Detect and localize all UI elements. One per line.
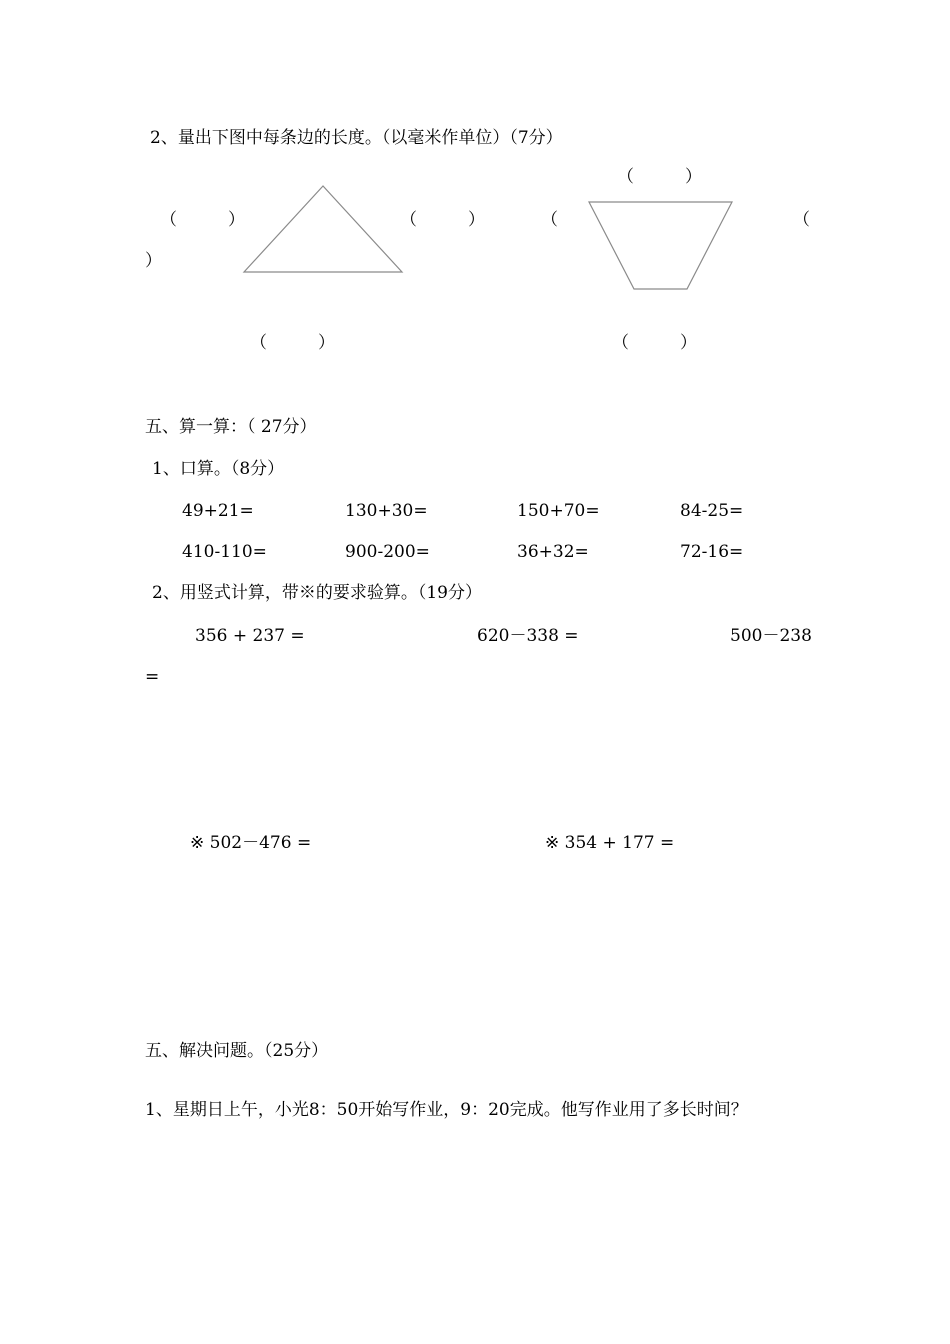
vertical-problem-check: ※ 354 + 177 = (545, 833, 675, 853)
triangle-left-side-blank[interactable]: （ ） (160, 210, 245, 230)
oral-problem: 900-200= (345, 542, 430, 562)
trapezoid-bottom-side-blank[interactable]: （ ） (612, 333, 697, 353)
solve-question-1: 1、星期日上午，小光8：50开始写作业，9：20完成。他写作业用了多长时间？ (145, 1100, 748, 1120)
trapezoid-shape (589, 202, 732, 289)
vertical-problem-wrap: = (145, 667, 160, 687)
oral-problem: 72-16= (680, 542, 744, 562)
vertical-problem-check: ※ 502－476 = (190, 833, 312, 853)
vertical-problem: 356 + 237 = (195, 626, 305, 646)
triangle-right-side-blank[interactable]: （ ） (400, 210, 485, 230)
oral-problem: 36+32= (517, 542, 589, 562)
trapezoid-right-side-blank-open[interactable]: （ (793, 210, 810, 230)
trapezoid-top-side-blank[interactable]: （ ） (617, 167, 702, 187)
calc-section-title: 五、算一算：（ 27分） (145, 417, 317, 437)
solve-section-title: 五、解决问题。（25分） (145, 1041, 329, 1061)
vertical-problem: 620－338 = (477, 626, 579, 646)
vertical-problem: 500－238 (730, 626, 812, 646)
oral-problem: 49+21= (182, 501, 254, 521)
oral-problem: 130+30= (345, 501, 428, 521)
oral-problem: 150+70= (517, 501, 600, 521)
triangle-shape (244, 186, 402, 272)
oral-calc-title: 1、口算。（8分） (152, 459, 285, 479)
oral-problem: 84-25= (680, 501, 744, 521)
trapezoid-right-side-blank-close: ） (145, 251, 162, 271)
vertical-calc-title: 2、用竖式计算，带※的要求验算。（19分） (152, 583, 482, 603)
trapezoid-left-side-blank[interactable]: （ (541, 210, 558, 230)
measure-question-title: 2、量出下图中每条边的长度。（以毫米作单位）（7分） (150, 128, 563, 148)
oral-problem: 410-110= (182, 542, 267, 562)
triangle-bottom-side-blank[interactable]: （ ） (250, 333, 335, 353)
